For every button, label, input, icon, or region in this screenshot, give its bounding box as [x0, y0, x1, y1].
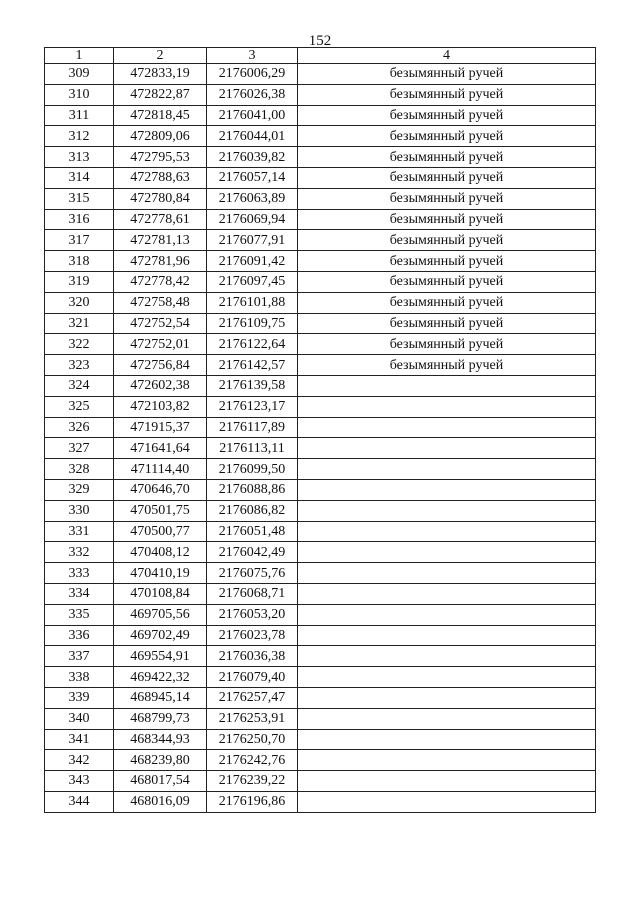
y-coordinate-cell: 2176250,70	[207, 729, 298, 750]
table-row	[45, 542, 596, 563]
point-number-cell: 333	[45, 563, 114, 584]
table-row	[45, 479, 596, 500]
column-header-3: 3	[207, 48, 298, 64]
x-coordinate-cell: 472778,42	[114, 271, 207, 292]
point-number-cell: 329	[45, 479, 114, 500]
x-coordinate-cell: 470646,70	[114, 479, 207, 500]
y-coordinate-cell: 2176051,48	[207, 521, 298, 542]
point-number-cell: 341	[45, 729, 114, 750]
x-coordinate-cell: 472809,06	[114, 126, 207, 147]
point-number-cell: 344	[45, 791, 114, 812]
table-row	[45, 583, 596, 604]
point-number-cell: 330	[45, 500, 114, 521]
table-row	[45, 604, 596, 625]
point-number-cell: 314	[45, 167, 114, 188]
table-row	[45, 646, 596, 667]
table-row	[45, 334, 596, 355]
description-cell: безымянный ручей	[298, 271, 596, 292]
description-cell	[298, 563, 596, 584]
x-coordinate-cell: 471641,64	[114, 438, 207, 459]
x-coordinate-cell: 468799,73	[114, 708, 207, 729]
description-cell	[298, 396, 596, 417]
column-header-4: 4	[298, 48, 596, 64]
table-row	[45, 500, 596, 521]
description-cell	[298, 438, 596, 459]
table-row	[45, 791, 596, 812]
point-number-cell: 317	[45, 230, 114, 251]
y-coordinate-cell: 2176239,22	[207, 771, 298, 792]
point-number-cell: 311	[45, 105, 114, 126]
y-coordinate-cell: 2176026,38	[207, 84, 298, 105]
point-number-cell: 322	[45, 334, 114, 355]
description-cell	[298, 667, 596, 688]
y-coordinate-cell: 2176117,89	[207, 417, 298, 438]
y-coordinate-cell: 2176069,94	[207, 209, 298, 230]
description-cell	[298, 583, 596, 604]
y-coordinate-cell: 2176109,75	[207, 313, 298, 334]
description-cell	[298, 771, 596, 792]
x-coordinate-cell: 468016,09	[114, 791, 207, 812]
table-header-row	[45, 48, 596, 64]
y-coordinate-cell: 2176041,00	[207, 105, 298, 126]
table-row	[45, 417, 596, 438]
x-coordinate-cell: 468945,14	[114, 687, 207, 708]
description-cell	[298, 521, 596, 542]
point-number-cell: 332	[45, 542, 114, 563]
y-coordinate-cell: 2176057,14	[207, 167, 298, 188]
point-number-cell: 326	[45, 417, 114, 438]
y-coordinate-cell: 2176075,76	[207, 563, 298, 584]
description-cell	[298, 459, 596, 480]
table-row	[45, 271, 596, 292]
x-coordinate-cell: 472758,48	[114, 292, 207, 313]
table-row	[45, 126, 596, 147]
y-coordinate-cell: 2176097,45	[207, 271, 298, 292]
table-row	[45, 771, 596, 792]
table-row	[45, 84, 596, 105]
y-coordinate-cell: 2176063,89	[207, 188, 298, 209]
description-cell	[298, 791, 596, 812]
description-cell: безымянный ручей	[298, 147, 596, 168]
y-coordinate-cell: 2176122,64	[207, 334, 298, 355]
table-row	[45, 209, 596, 230]
column-header-2: 2	[114, 48, 207, 64]
table-row	[45, 708, 596, 729]
point-number-cell: 337	[45, 646, 114, 667]
description-cell: безымянный ручей	[298, 84, 596, 105]
point-number-cell: 328	[45, 459, 114, 480]
x-coordinate-cell: 468017,54	[114, 771, 207, 792]
point-number-cell: 343	[45, 771, 114, 792]
description-cell	[298, 646, 596, 667]
point-number-cell: 315	[45, 188, 114, 209]
description-cell: безымянный ручей	[298, 188, 596, 209]
description-cell: безымянный ручей	[298, 105, 596, 126]
table-row	[45, 375, 596, 396]
point-number-cell: 335	[45, 604, 114, 625]
point-number-cell: 338	[45, 667, 114, 688]
point-number-cell: 312	[45, 126, 114, 147]
x-coordinate-cell: 470500,77	[114, 521, 207, 542]
x-coordinate-cell: 469422,32	[114, 667, 207, 688]
x-coordinate-cell: 472752,54	[114, 313, 207, 334]
table-row	[45, 105, 596, 126]
y-coordinate-cell: 2176006,29	[207, 64, 298, 85]
description-cell	[298, 687, 596, 708]
point-number-cell: 331	[45, 521, 114, 542]
description-cell	[298, 417, 596, 438]
page-number: 152	[308, 33, 332, 49]
x-coordinate-cell: 469702,49	[114, 625, 207, 646]
x-coordinate-cell: 472781,96	[114, 251, 207, 272]
coordinates-table	[44, 47, 596, 813]
x-coordinate-cell: 469554,91	[114, 646, 207, 667]
description-cell: безымянный ручей	[298, 64, 596, 85]
x-coordinate-cell: 470501,75	[114, 500, 207, 521]
table-row	[45, 251, 596, 272]
x-coordinate-cell: 468344,93	[114, 729, 207, 750]
description-cell: безымянный ручей	[298, 251, 596, 272]
column-header-1: 1	[45, 48, 114, 64]
y-coordinate-cell: 2176091,42	[207, 251, 298, 272]
y-coordinate-cell: 2176196,86	[207, 791, 298, 812]
y-coordinate-cell: 2176123,17	[207, 396, 298, 417]
y-coordinate-cell: 2176242,76	[207, 750, 298, 771]
description-cell: безымянный ручей	[298, 355, 596, 376]
description-cell	[298, 500, 596, 521]
point-number-cell: 319	[45, 271, 114, 292]
table-row	[45, 355, 596, 376]
table-row	[45, 230, 596, 251]
point-number-cell: 316	[45, 209, 114, 230]
description-cell: безымянный ручей	[298, 292, 596, 313]
description-cell: безымянный ручей	[298, 126, 596, 147]
description-cell	[298, 625, 596, 646]
point-number-cell: 336	[45, 625, 114, 646]
table-row	[45, 729, 596, 750]
point-number-cell: 309	[45, 64, 114, 85]
y-coordinate-cell: 2176088,86	[207, 479, 298, 500]
description-cell	[298, 375, 596, 396]
point-number-cell: 323	[45, 355, 114, 376]
y-coordinate-cell: 2176039,82	[207, 147, 298, 168]
table-row	[45, 292, 596, 313]
y-coordinate-cell: 2176257,47	[207, 687, 298, 708]
table-row	[45, 167, 596, 188]
y-coordinate-cell: 2176099,50	[207, 459, 298, 480]
table-row	[45, 563, 596, 584]
x-coordinate-cell: 472795,53	[114, 147, 207, 168]
description-cell	[298, 604, 596, 625]
y-coordinate-cell: 2176053,20	[207, 604, 298, 625]
y-coordinate-cell: 2176142,57	[207, 355, 298, 376]
point-number-cell: 321	[45, 313, 114, 334]
table-row	[45, 188, 596, 209]
description-cell: безымянный ручей	[298, 167, 596, 188]
description-cell	[298, 729, 596, 750]
y-coordinate-cell: 2176068,71	[207, 583, 298, 604]
x-coordinate-cell: 468239,80	[114, 750, 207, 771]
table-row	[45, 667, 596, 688]
y-coordinate-cell: 2176023,78	[207, 625, 298, 646]
x-coordinate-cell: 472818,45	[114, 105, 207, 126]
point-number-cell: 342	[45, 750, 114, 771]
table-row	[45, 750, 596, 771]
table-body	[45, 64, 596, 813]
x-coordinate-cell: 469705,56	[114, 604, 207, 625]
description-cell: безымянный ручей	[298, 209, 596, 230]
y-coordinate-cell: 2176139,58	[207, 375, 298, 396]
description-cell	[298, 708, 596, 729]
x-coordinate-cell: 472780,84	[114, 188, 207, 209]
y-coordinate-cell: 2176044,01	[207, 126, 298, 147]
y-coordinate-cell: 2176042,49	[207, 542, 298, 563]
description-cell	[298, 479, 596, 500]
x-coordinate-cell: 472752,01	[114, 334, 207, 355]
x-coordinate-cell: 472602,38	[114, 375, 207, 396]
table-row	[45, 396, 596, 417]
point-number-cell: 324	[45, 375, 114, 396]
point-number-cell: 339	[45, 687, 114, 708]
description-cell: безымянный ручей	[298, 313, 596, 334]
x-coordinate-cell: 472756,84	[114, 355, 207, 376]
description-cell: безымянный ручей	[298, 230, 596, 251]
table-row	[45, 64, 596, 85]
x-coordinate-cell: 472103,82	[114, 396, 207, 417]
y-coordinate-cell: 2176253,91	[207, 708, 298, 729]
table-row	[45, 147, 596, 168]
x-coordinate-cell: 470108,84	[114, 583, 207, 604]
table-row	[45, 687, 596, 708]
y-coordinate-cell: 2176036,38	[207, 646, 298, 667]
y-coordinate-cell: 2176086,82	[207, 500, 298, 521]
table-row	[45, 438, 596, 459]
y-coordinate-cell: 2176079,40	[207, 667, 298, 688]
point-number-cell: 318	[45, 251, 114, 272]
point-number-cell: 334	[45, 583, 114, 604]
point-number-cell: 320	[45, 292, 114, 313]
y-coordinate-cell: 2176113,11	[207, 438, 298, 459]
point-number-cell: 313	[45, 147, 114, 168]
point-number-cell: 325	[45, 396, 114, 417]
x-coordinate-cell: 472788,63	[114, 167, 207, 188]
table-row	[45, 313, 596, 334]
x-coordinate-cell: 470408,12	[114, 542, 207, 563]
x-coordinate-cell: 471114,40	[114, 459, 207, 480]
description-cell	[298, 542, 596, 563]
point-number-cell: 327	[45, 438, 114, 459]
description-cell: безымянный ручей	[298, 334, 596, 355]
x-coordinate-cell: 472833,19	[114, 64, 207, 85]
x-coordinate-cell: 472822,87	[114, 84, 207, 105]
x-coordinate-cell: 471915,37	[114, 417, 207, 438]
y-coordinate-cell: 2176077,91	[207, 230, 298, 251]
y-coordinate-cell: 2176101,88	[207, 292, 298, 313]
description-cell	[298, 750, 596, 771]
table-row	[45, 459, 596, 480]
x-coordinate-cell: 472778,61	[114, 209, 207, 230]
point-number-cell: 340	[45, 708, 114, 729]
x-coordinate-cell: 470410,19	[114, 563, 207, 584]
point-number-cell: 310	[45, 84, 114, 105]
x-coordinate-cell: 472781,13	[114, 230, 207, 251]
table-row	[45, 625, 596, 646]
table-row	[45, 521, 596, 542]
